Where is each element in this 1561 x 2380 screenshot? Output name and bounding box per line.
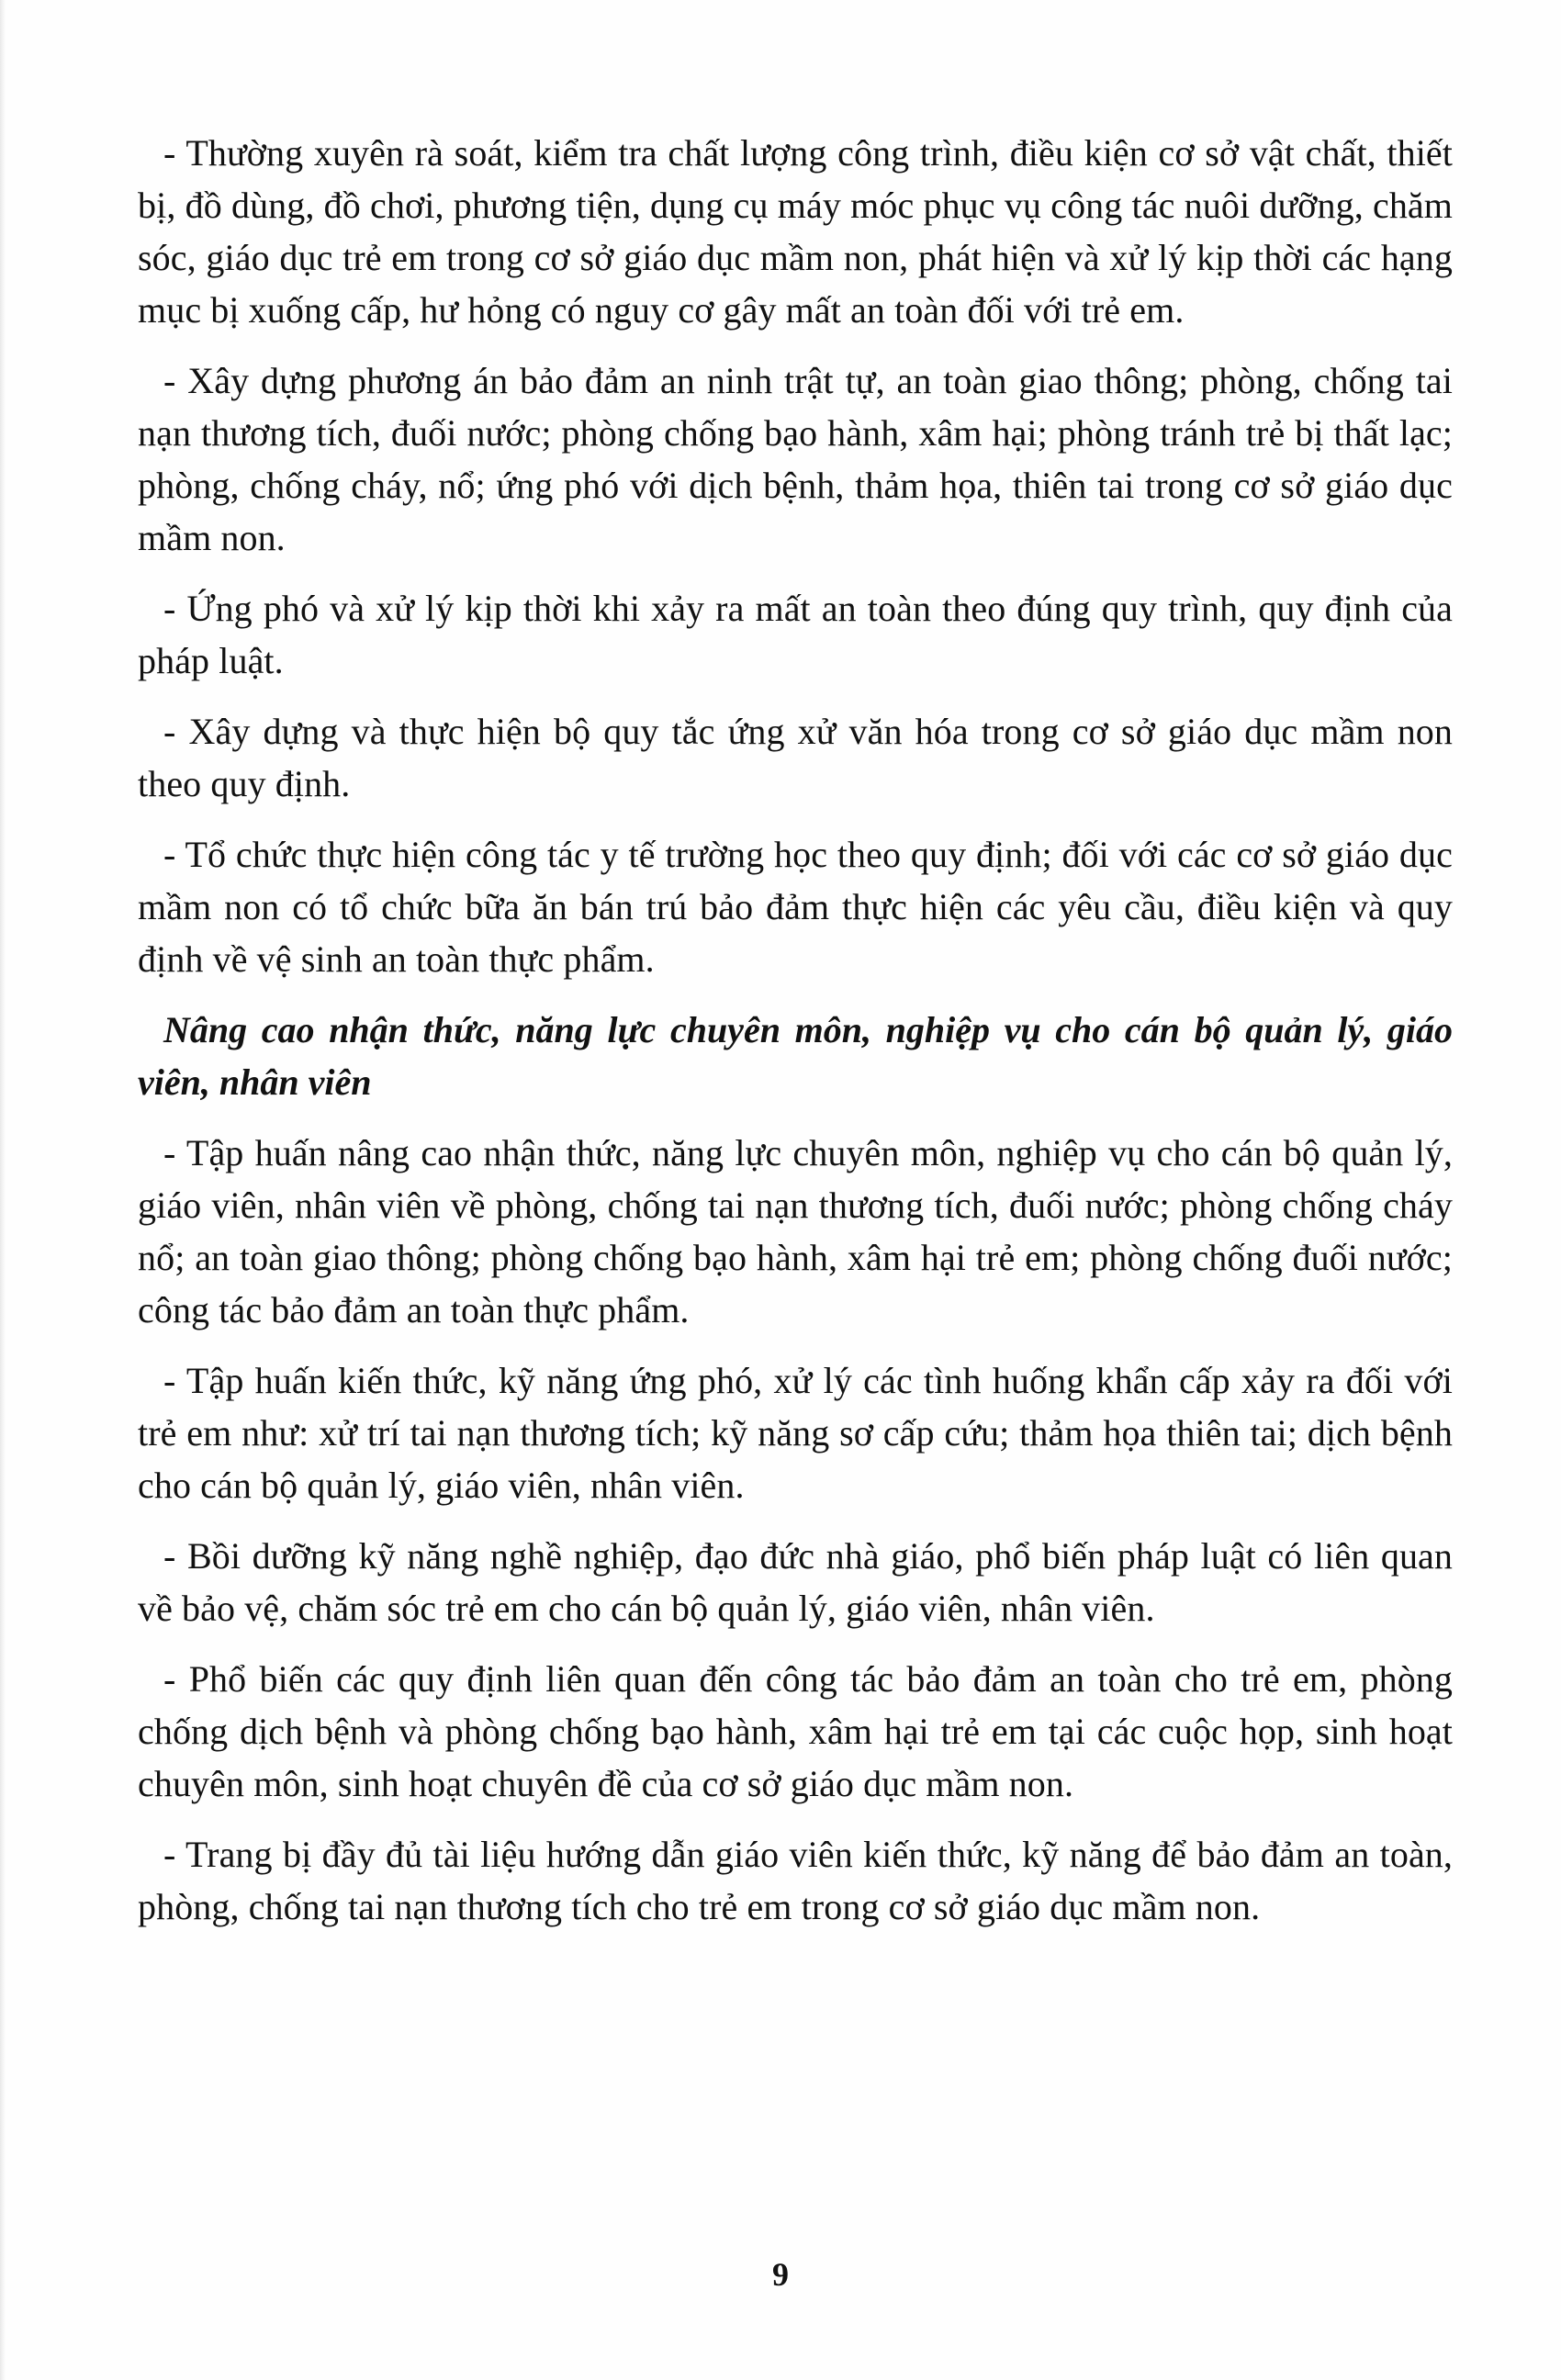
paragraph-code-of-conduct: - Xây dựng và thực hiện bộ quy tắc ứng xử văn hóa trong cơ sở giáo dục mầm non theo quy định. <box>138 711 1453 804</box>
paragraph-school-health: - Tổ chức thực hiện công tác y tế trường học theo quy định; đối với các cơ sở giáo dục mầm non có tổ chức bữa ăn bán trú bảo đảm thực hiện các yêu cầu, điều kiện và quy định về vệ sinh an toàn thực phẩm. <box>138 834 1453 980</box>
paragraph-teacher-materials: - Trang bị đầy đủ tài liệu hướng dẫn giáo viên kiến thức, kỹ năng để bảo đảm an toàn, phòng, chống tai nạn thương tích cho trẻ em trong cơ sở giáo dục mầm non. <box>138 1834 1453 1927</box>
paragraph-security-plan: - Xây dựng phương án bảo đảm an ninh trật tự, an toàn giao thông; phòng, chống tai nạn thương tích, đuối nước; phòng chống bạo hành, xâm hại; phòng tránh trẻ bị thất lạc; phòng, chống cháy, nổ; ứng phó với dịch bệnh, thảm họa, thiên tai trong cơ sở giáo dục mầm non. <box>138 360 1453 558</box>
paragraph-emergency-skills: - Tập huấn kiến thức, kỹ năng ứng phó, xử lý các tình huống khẩn cấp xảy ra đối với trẻ em như: xử trí tai nạn thương tích; kỹ năng sơ cấp cứu; thảm họa thiên tai; dịch bệnh cho cán bộ quản lý, giáo viên, nhân viên. <box>138 1360 1453 1506</box>
paragraph-training-awareness: - Tập huấn nâng cao nhận thức, năng lực chuyên môn, nghiệp vụ cho cán bộ quản lý, giáo viên, nhân viên về phòng, chống tai nạn thương tích, đuối nước; phòng chống cháy nổ; an toàn giao thông; phòng chống bạo hành, xâm hại trẻ em; phòng chống đuối nước; công tác bảo đảm an toàn thực phẩm. <box>138 1132 1453 1330</box>
section-heading: Nâng cao nhận thức, năng lực chuyên môn, nghiệp vụ cho cán bộ quản lý, giáo viên, nhân viên <box>138 1009 1453 1103</box>
paragraph-inspect-facilities: - Thường xuyên rà soát, kiểm tra chất lượng công trình, điều kiện cơ sở vật chất, thiết bị, đồ dùng, đồ chơi, phương tiện, dụng cụ máy móc phục vụ công tác nuôi dưỡng, chăm sóc, giáo dục trẻ em trong cơ sở giáo dục mầm non, phát hiện và xử lý kịp thời các hạng mục bị xuống cấp, hư hỏng có nguy cơ gây mất an toàn đối với trẻ em. <box>138 132 1453 331</box>
paragraph-disseminate-regulations: - Phổ biến các quy định liên quan đến công tác bảo đảm an toàn cho trẻ em, phòng chống dịch bệnh và phòng chống bạo hành, xâm hại trẻ em tại các cuộc họp, sinh hoạt chuyên môn, sinh hoạt chuyên đề của cơ sở giáo dục mầm non. <box>138 1658 1453 1804</box>
paragraph-professional-ethics: - Bồi dưỡng kỹ năng nghề nghiệp, đạo đức nhà giáo, phổ biến pháp luật có liên quan về bảo vệ, chăm sóc trẻ em cho cán bộ quản lý, giáo viên, nhân viên. <box>138 1535 1453 1629</box>
paragraph-respond-incidents: - Ứng phó và xử lý kịp thời khi xảy ra mất an toàn theo đúng quy trình, quy định của pháp luật. <box>138 588 1453 681</box>
page-body <box>138 127 1453 1951</box>
page-number: 9 <box>772 2256 789 2293</box>
page-edge-shadow <box>0 0 6 2380</box>
